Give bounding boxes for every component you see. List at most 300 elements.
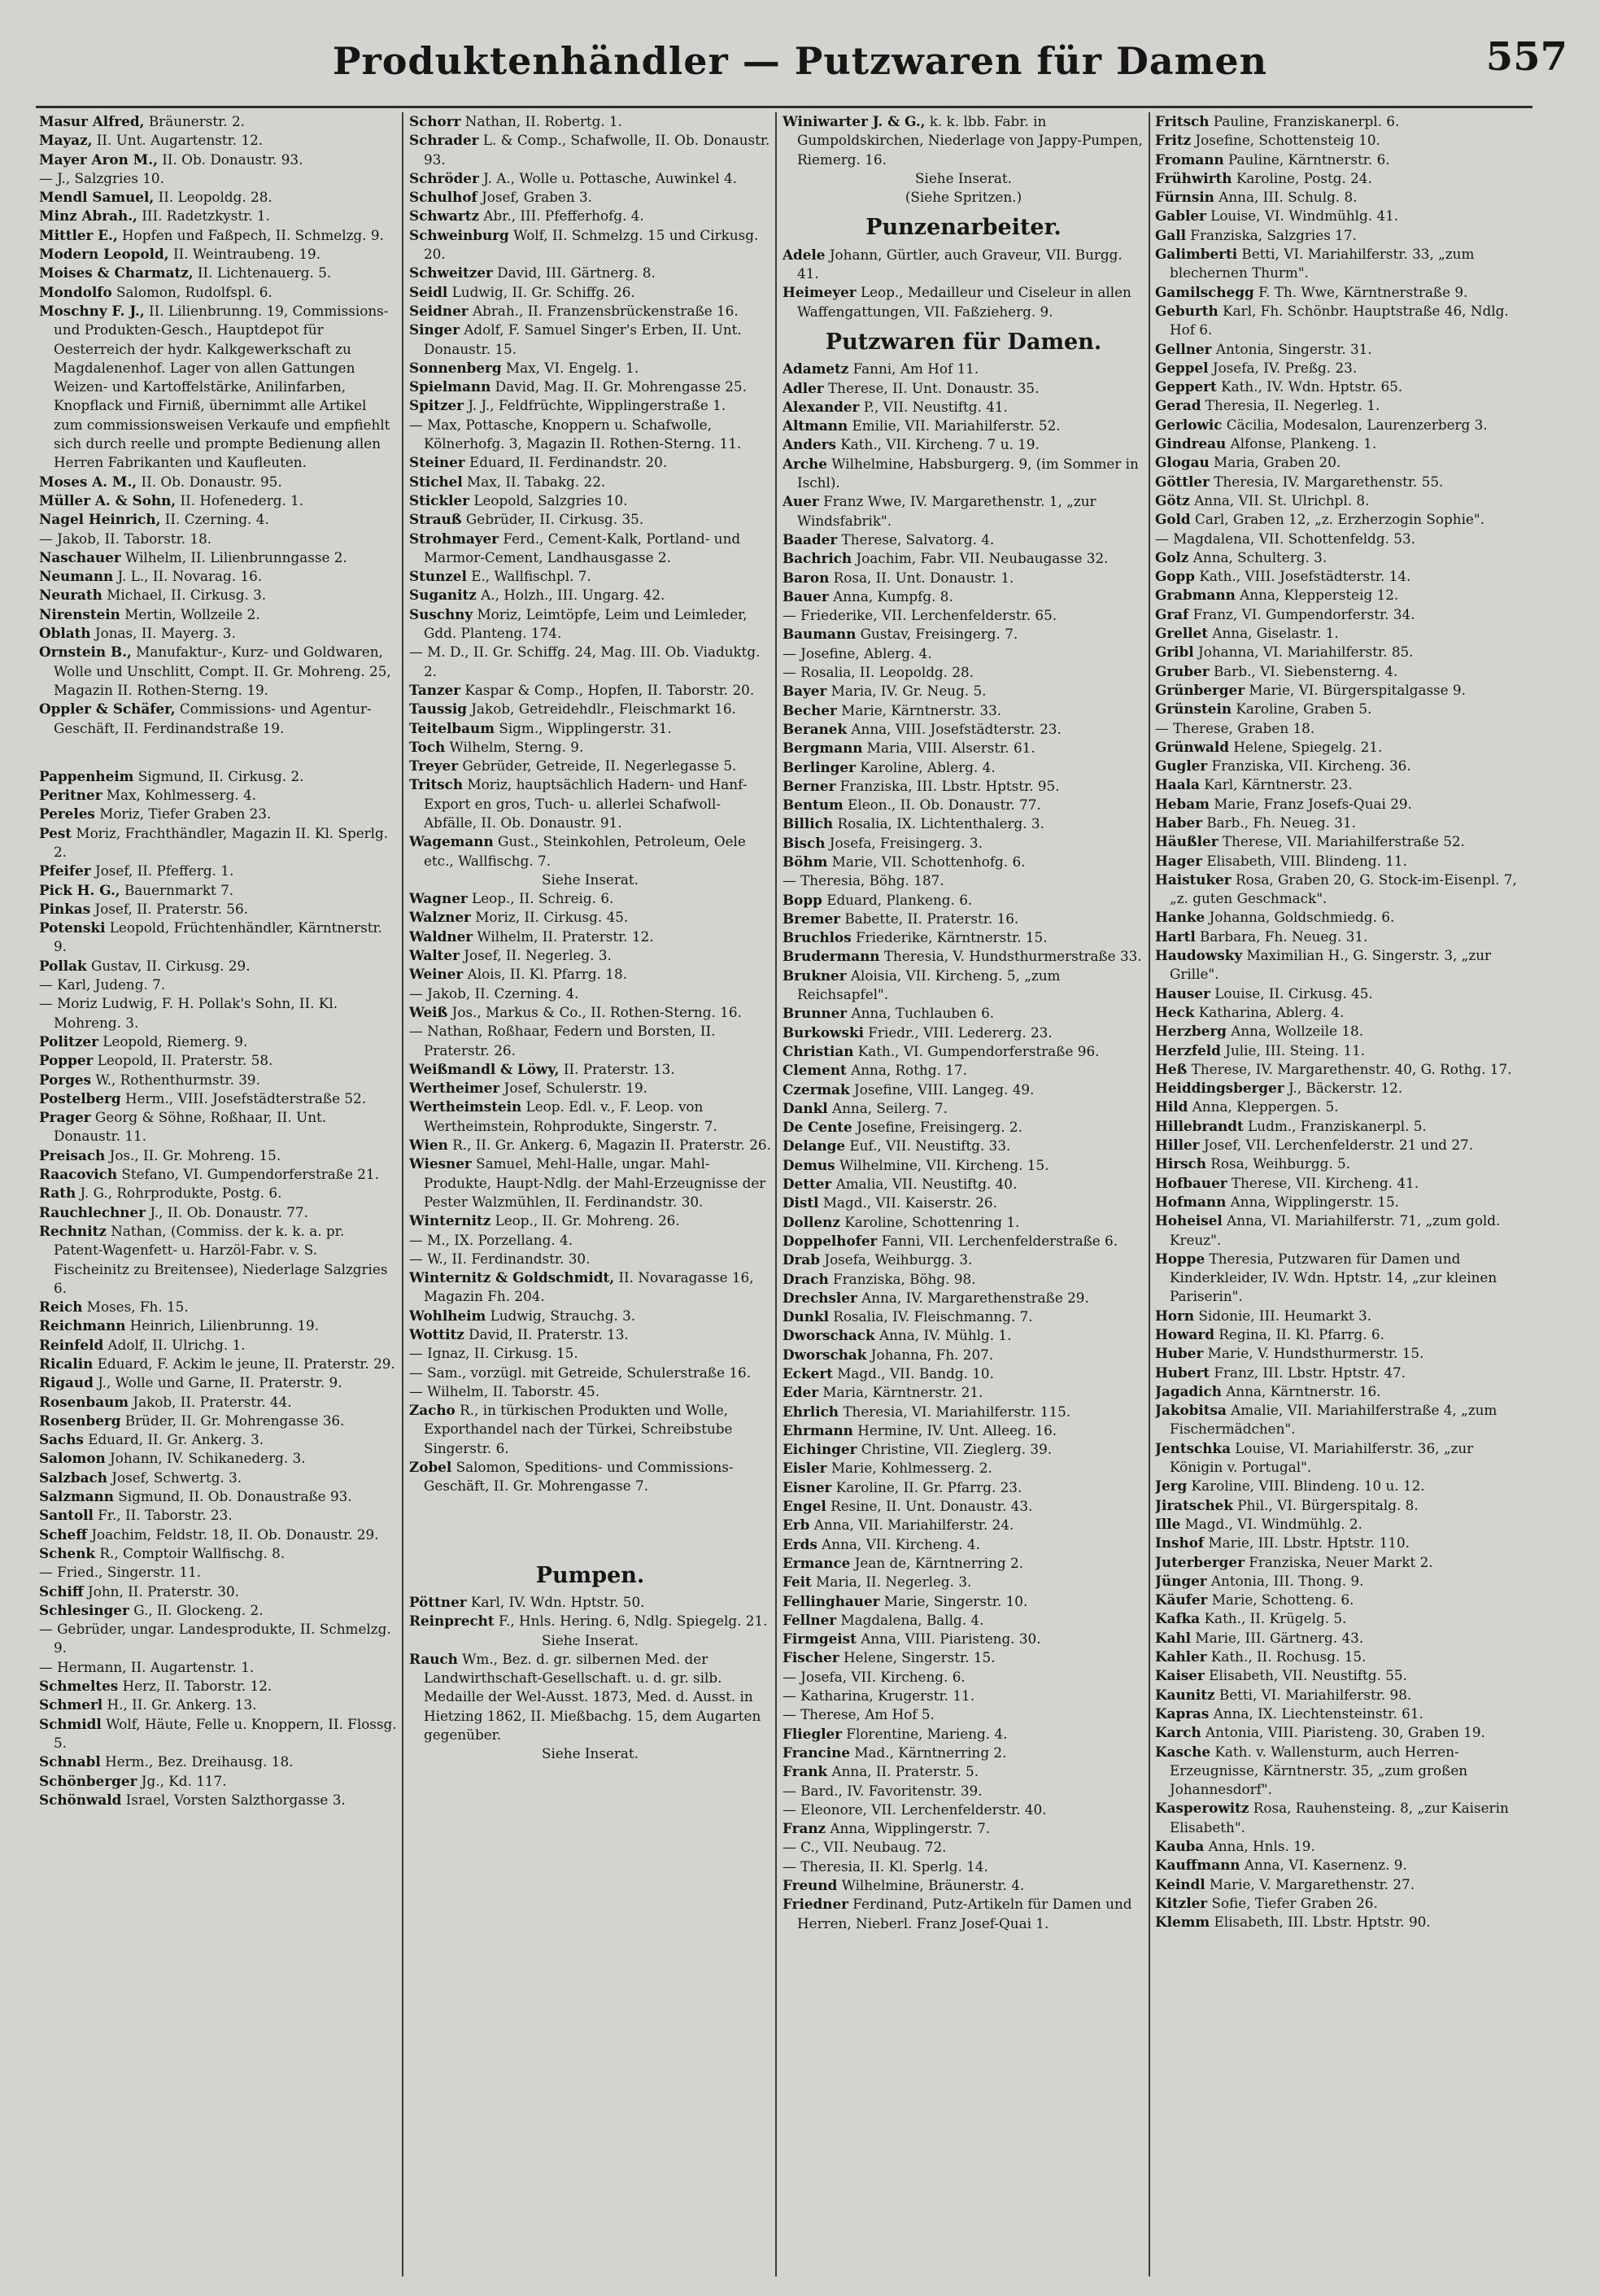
entry-details: Karl, Fh. Schönbr. Hauptstraße 46, Ndlg. Hof 6.	[1170, 302, 1509, 338]
entry-details: — Therese, Am Hof 5.	[783, 1706, 935, 1723]
entry-details: Salomon, Rudolfspl. 6.	[111, 283, 272, 300]
column-2	[409, 112, 771, 2276]
directory-entry	[409, 643, 771, 681]
directory-entry	[1155, 1723, 1521, 1742]
directory-entry	[39, 302, 397, 473]
entry-name: Rath	[39, 1185, 76, 1202]
entry-name: Schweinburg	[409, 226, 509, 243]
directory-entry	[783, 1497, 1144, 1516]
entry-details: — Gebrüder, ungar. Landesprodukte, II. Schmelzg. 9.	[39, 1621, 391, 1657]
entry-name: Karch	[1155, 1724, 1201, 1741]
directory-entry	[409, 453, 771, 472]
directory-entry	[783, 1232, 1144, 1251]
directory-entry	[409, 757, 771, 775]
directory-entry	[409, 1003, 771, 1022]
entry-details: II. Ob. Donaustr. 95.	[137, 473, 282, 490]
directory-entry	[783, 1648, 1144, 1667]
entry-details: Theresia, Putzwaren für Damen und Kinderkleider, IV. Wdn. Hptstr. 14, „zur kleinen Pariserin".	[1170, 1250, 1498, 1305]
entry-details: Anna, VI. Mariahilferstr. 71, „zum gold. Kreuz".	[1170, 1212, 1501, 1248]
entry-details: Therese, II. Unt. Donaustr. 35.	[823, 379, 1040, 396]
column-3	[783, 112, 1144, 2276]
directory-entry	[39, 1051, 397, 1070]
entry-name: Seidl	[409, 283, 448, 300]
directory-entry	[409, 510, 771, 529]
entry-details: J. G., Rohrprodukte, Postg. 6.	[76, 1185, 282, 1202]
entry-name: Dunkl	[783, 1308, 829, 1325]
entry-name: Suganitz	[409, 587, 477, 604]
directory-entry	[39, 491, 397, 510]
entry-name: Schlesinger	[39, 1601, 129, 1618]
directory-entry	[1155, 1477, 1521, 1495]
directory-entry	[1155, 1705, 1521, 1723]
entry-details: Karoline, Schottenring 1.	[839, 1213, 1020, 1230]
directory-entry	[783, 1611, 1144, 1630]
entry-name: De Cente	[783, 1119, 852, 1136]
entry-details: Marie, VII. Schottenhofg. 6.	[827, 853, 1026, 870]
entry-details: — J., Salzgries 10.	[39, 169, 164, 186]
entry-details: Anna, Kleppergen. 5.	[1188, 1098, 1339, 1115]
directory-entry	[783, 283, 1144, 321]
entry-name: Wertheimstein	[409, 1098, 522, 1115]
entry-name: Clement	[783, 1062, 847, 1079]
entry-name: Wottitz	[409, 1326, 464, 1342]
entry-details: Eduard, Plankeng. 6.	[822, 891, 973, 908]
entry-details: — Wilhelm, II. Taborstr. 45.	[409, 1382, 600, 1399]
directory-entry	[783, 1004, 1144, 1023]
entry-details: Marie, V. Margarethenstr. 27.	[1205, 1875, 1415, 1892]
entry-details: Sigmund, II. Ob. Donaustraße 93.	[113, 1488, 352, 1505]
entry-name: Jerg	[1155, 1478, 1188, 1495]
entry-name: Jagadich	[1155, 1382, 1222, 1399]
entry-name: Franz	[783, 1820, 826, 1837]
entry-name: Politzer	[39, 1032, 98, 1050]
entry-details: Antonia, VIII. Piaristeng. 30, Graben 19.	[1201, 1724, 1485, 1741]
directory-entry	[39, 1753, 397, 1771]
directory-entry	[39, 1316, 397, 1335]
entry-details: Bauernmarkt 7.	[120, 881, 234, 898]
entry-details: — Nathan, Roßhaar, Federn und Borsten, II. Praterstr. 26.	[409, 1023, 716, 1059]
directory-entry	[39, 1544, 397, 1563]
entry-name: Jiratschek	[1155, 1496, 1233, 1513]
entry-details: Anna, Hnls. 19.	[1204, 1838, 1315, 1855]
directory-entry	[783, 1459, 1144, 1478]
entry-name: Heiddingsberger	[1155, 1080, 1284, 1097]
entry-name: Adametz	[783, 360, 849, 378]
entry-details: Anna, Tuchlauben 6.	[847, 1005, 995, 1022]
directory-entry	[409, 775, 771, 832]
entry-details: — Ignaz, II. Cirkusg. 15.	[409, 1345, 578, 1362]
directory-entry	[39, 1506, 397, 1525]
entry-details: Leop., II. Schreig. 6.	[467, 890, 614, 907]
directory-entry	[783, 1346, 1144, 1364]
directory-entry	[783, 701, 1144, 720]
entry-details: Babette, II. Praterstr. 16.	[839, 910, 1019, 927]
entry-details: Jakob, II. Praterstr. 44.	[129, 1393, 292, 1410]
column-divider	[1149, 112, 1150, 2276]
entry-details: — M., IX. Porzellang. 4.	[409, 1231, 573, 1248]
entry-details: Leopold, Früchtenhändler, Kärntnerstr. 9.	[54, 919, 383, 955]
entry-details: Wilhelmine, Bräunerstr. 4.	[837, 1877, 1025, 1894]
directory-entry	[409, 908, 771, 927]
entry-details: Ludwig, Strauchg. 3.	[486, 1307, 636, 1324]
directory-entry	[783, 871, 1144, 890]
entry-details: Adolf, II. Ulrichg. 1.	[103, 1336, 246, 1353]
directory-entry	[39, 1373, 397, 1392]
directory-entry	[1155, 1648, 1521, 1666]
entry-name: Reinprecht	[409, 1613, 495, 1630]
reference-note: Siehe Inserat.	[542, 871, 639, 888]
entry-name: Teitelbaum	[409, 719, 495, 736]
directory-entry	[409, 112, 771, 131]
entry-name: Burkowski	[783, 1024, 864, 1041]
entry-name: Hoppe	[1155, 1250, 1205, 1267]
entry-details: Marie, V. Hundsthurmerstr. 15.	[1203, 1345, 1424, 1362]
entry-name: Haistuker	[1155, 871, 1232, 888]
entry-name: Reinfeld	[39, 1336, 104, 1353]
directory-entry	[1155, 1856, 1521, 1875]
entry-details: Sidonie, III. Heumarkt 3.	[1194, 1307, 1372, 1324]
entry-name: Dankl	[783, 1099, 828, 1116]
entry-details: Theresia, VI. Mariahilferstr. 115.	[839, 1403, 1071, 1420]
entry-name: Drab	[783, 1251, 821, 1268]
entry-name: Bruchlos	[783, 929, 852, 946]
entry-name: Arche	[783, 455, 827, 472]
entry-details: Anna, VI. Kasernenz. 9.	[1240, 1857, 1407, 1874]
entry-name: Treyer	[409, 757, 459, 775]
directory-entry	[1155, 586, 1521, 605]
entry-name: Hager	[1155, 852, 1202, 869]
directory-entry	[409, 1364, 771, 1382]
directory-entry	[1155, 1837, 1521, 1856]
directory-entry	[409, 1079, 771, 1098]
entry-name: Gindreau	[1155, 435, 1227, 452]
directory-entry	[783, 625, 1144, 644]
directory-entry	[783, 1118, 1144, 1137]
entry-details: Wolf, Häute, Felle u. Knoppern, II. Flossg. 5.	[54, 1715, 397, 1751]
entry-name: Ehrlich	[783, 1403, 839, 1420]
directory-entry	[783, 1421, 1144, 1440]
entry-details: Kath., VI. Gumpendorferstraße 96.	[853, 1042, 1100, 1059]
entry-details: Ludwig, II. Gr. Schiffg. 26.	[447, 283, 635, 300]
directory-entry	[409, 1231, 771, 1250]
entry-details: Joachim, Feldstr. 18, II. Ob. Donaustr. 29.	[87, 1526, 379, 1543]
entry-details: Maria, II. Negerleg. 3.	[811, 1574, 972, 1591]
directory-entry	[783, 834, 1144, 853]
entry-name: Pappenheim	[39, 767, 134, 784]
entry-details: Mad., Kärntnerring 2.	[850, 1744, 1007, 1761]
entry-name: Gugler	[1155, 757, 1208, 775]
entry-name: Rigaud	[39, 1374, 94, 1391]
directory-entry	[783, 1516, 1144, 1534]
entry-details: Sigm., Wipplingerstr. 31.	[494, 719, 672, 736]
directory-entry	[409, 264, 771, 282]
entry-details: Therese, IV. Margarethenstr. 40, G. Rothg. 17.	[1187, 1060, 1512, 1077]
entry-name: Kitzler	[1155, 1894, 1208, 1911]
entry-name: Mayaz,	[39, 132, 93, 149]
entry-details: A., Holzh., III. Ungarg. 42.	[476, 587, 665, 604]
directory-entry	[39, 1772, 397, 1791]
entry-name: Schrader	[409, 132, 479, 149]
directory-entry	[1155, 605, 1521, 624]
directory-entry	[783, 379, 1144, 398]
entry-name: Kauffmann	[1155, 1857, 1240, 1874]
entry-name: Bisch	[783, 834, 826, 851]
entry-name: Mayer Aron M.,	[39, 151, 158, 168]
entry-details: Josef, II. Praterstr. 56.	[90, 900, 248, 917]
entry-name: Pinkas	[39, 900, 91, 917]
entry-details: Franziska, VII. Kircheng. 36.	[1207, 757, 1411, 775]
directory-entry	[783, 910, 1144, 928]
entry-name: Kahl	[1155, 1629, 1192, 1646]
section-heading: Punzenarbeiter.	[865, 215, 1062, 241]
entry-name: Bayer	[783, 683, 827, 700]
entry-details: R., Comptoir Wallfischg. 8.	[95, 1544, 286, 1561]
entry-details: Kath., IV. Wdn. Hptstr. 65.	[1216, 378, 1403, 395]
directory-entry	[409, 1650, 771, 1744]
entry-name: Bergmann	[783, 740, 863, 757]
directory-entry	[409, 889, 771, 908]
entry-name: Juterberger	[1155, 1553, 1245, 1570]
entry-details: Josef, Graben 3.	[477, 189, 592, 206]
entry-details: R., in türkischen Produkten und Wolle, Exporthandel nach der Türkei, Schreibstube Singerstr. 6.	[424, 1402, 733, 1456]
entry-details: Johann, Gürtler, auch Graveur, VII. Burgg. 41.	[797, 246, 1123, 282]
directory-entry	[1155, 681, 1521, 700]
directory-entry	[783, 455, 1144, 493]
directory-entry	[409, 169, 771, 188]
directory-entry	[783, 814, 1144, 833]
directory-entry	[409, 1344, 771, 1363]
entry-name: Golz	[1155, 548, 1189, 565]
entry-name: Weiner	[409, 966, 464, 983]
directory-entry	[1155, 302, 1521, 340]
entry-details: Florentine, Marieng. 4.	[841, 1725, 1008, 1742]
entry-details: Euf., VII. Neustiftg. 33.	[845, 1137, 1011, 1155]
directory-entry	[783, 1687, 1144, 1705]
entry-name: Bopp	[783, 891, 822, 908]
entry-name: Howard	[1155, 1326, 1214, 1342]
entry-name: Ehrmann	[783, 1421, 853, 1438]
entry-name: Gabler	[1155, 207, 1206, 225]
entry-details: — Hermann, II. Augartenstr. 1.	[39, 1658, 255, 1675]
entry-details: Wilhelmine, Habsburgerg. 9, (im Sommer in Ischl).	[797, 455, 1139, 491]
directory-entry	[409, 832, 771, 871]
entry-details: Franz, VI. Gumpendorferstr. 34.	[1188, 605, 1415, 622]
directory-entry	[783, 1744, 1144, 1762]
entry-details: Kath. v. Wallensturm, auch Herren-Erzeugnisse, Kärntnerstr. 35, „zum großen Johannesdorf".	[1170, 1743, 1468, 1798]
directory-entry	[783, 492, 1144, 530]
entry-name: Gold	[1155, 511, 1191, 528]
directory-entry	[409, 984, 771, 1003]
entry-name: Auer	[783, 493, 819, 510]
entry-details: Anna, II. Praterstr. 5.	[827, 1763, 979, 1780]
entry-name: Hartl	[1155, 928, 1196, 945]
entry-name: Schönwald	[39, 1791, 122, 1808]
entry-name: Schwartz	[409, 207, 479, 225]
entry-name: Postelberg	[39, 1089, 121, 1107]
entry-details: Bräunerstr. 2.	[144, 113, 245, 129]
entry-name: Gerlowic	[1155, 416, 1223, 433]
entry-name: Peritner	[39, 787, 102, 804]
entry-name: Singer	[409, 321, 460, 338]
entry-name: Jünger	[1155, 1572, 1207, 1589]
directory-entry	[39, 900, 397, 919]
directory-entry	[409, 530, 771, 568]
entry-name: Jakobitsa	[1155, 1402, 1227, 1419]
entry-name: Moses A. M.,	[39, 473, 137, 490]
entry-details: Nathan, (Commiss. der k. k. a. pr. Patent-Wagenfett- u. Harzöl-Fabr. v. S. Fischeinitz zu Breitensee), Niederlage Salzgries 6.	[54, 1222, 388, 1296]
directory-entry	[783, 435, 1144, 454]
entry-details: Betti, VI. Mariahilferstr. 33, „zum blechernen Thurm".	[1170, 246, 1475, 282]
entry-details: Marie, Franz Josefs-Quai 29.	[1209, 795, 1412, 812]
directory-entry	[39, 112, 397, 131]
entry-details: Anna, Wipplingerstr. 15.	[1226, 1193, 1399, 1210]
entry-details: Phil., VI. Bürgerspitalg. 8.	[1232, 1496, 1419, 1513]
directory-entry	[1155, 1629, 1521, 1648]
entry-name: Stunzel	[409, 568, 467, 585]
directory-entry	[1155, 1382, 1521, 1401]
directory-entry	[39, 1715, 397, 1753]
entry-name: Kafka	[1155, 1610, 1201, 1627]
directory-entry	[409, 1155, 771, 1211]
directory-entry	[1155, 1572, 1521, 1591]
directory-entry	[1155, 530, 1521, 548]
entry-details: — Friederike, VII. Lerchenfelderstr. 65.	[783, 607, 1057, 624]
directory-entry	[39, 1412, 397, 1430]
entry-details: Kaspar & Comp., Hopfen, II. Taborstr. 20.	[460, 681, 755, 698]
entry-name: Gall	[1155, 226, 1186, 243]
entry-details: Anna, IV. Mühlg. 1.	[874, 1327, 1012, 1344]
entry-name: Engel	[783, 1498, 826, 1515]
entry-details: H., II. Gr. Ankerg. 13.	[102, 1696, 257, 1713]
entry-details: Alfonse, Plankeng. 1.	[1226, 435, 1377, 452]
entry-name: Schnabl	[39, 1753, 101, 1770]
entry-name: Heck	[1155, 1003, 1195, 1020]
entry-name: Wagner	[409, 890, 468, 907]
entry-name: Rechnitz	[39, 1222, 107, 1239]
entry-name: Spielmann	[409, 378, 491, 395]
directory-entry	[409, 1060, 771, 1079]
directory-entry	[39, 1658, 397, 1677]
directory-entry	[39, 510, 397, 529]
directory-entry	[39, 1355, 397, 1373]
entry-details: Jos., II. Gr. Mohreng. 15.	[105, 1146, 281, 1163]
section-gap	[409, 1526, 771, 1555]
directory-entry	[409, 207, 771, 225]
entry-details: Wm., Bez. d. gr. silbernen Med. der Landwirthschaft-Gesellschaft. u. d. gr. silb. Medaille der Wel-Ausst. 1873, Med. d. Ausst. in Hietzing 1862, II. Mießbachg. 15, dem Augarten gegenüber.	[424, 1650, 761, 1744]
directory-entry	[783, 758, 1144, 777]
directory-entry	[409, 738, 771, 757]
entry-name: Horn	[1155, 1307, 1195, 1324]
directory-entry	[1155, 1364, 1521, 1382]
entry-name: Grabmann	[1155, 587, 1236, 604]
entry-details: — Karl, Judeng. 7.	[39, 976, 166, 993]
entry-name: Müller A. & Sohn,	[39, 491, 177, 509]
entry-details: Hopfen und Faßpech, II. Schmelzg. 9.	[117, 226, 384, 243]
directory-entry	[1155, 1211, 1521, 1250]
entry-name: Prager	[39, 1109, 91, 1126]
entry-name: Mendl Samuel,	[39, 189, 155, 206]
directory-entry	[1155, 548, 1521, 567]
directory-entry	[1155, 1609, 1521, 1628]
column-4	[1155, 112, 1521, 2276]
entry-details: Josef, Schulerstr. 19.	[499, 1080, 647, 1097]
entry-name: Hauser	[1155, 984, 1210, 1002]
directory-entry	[783, 398, 1144, 417]
entry-details: Johanna, Fh. 207.	[866, 1346, 994, 1363]
directory-entry	[783, 1251, 1144, 1269]
entry-details: Karoline, VIII. Blindeng. 10 u. 12.	[1187, 1478, 1425, 1495]
reference-note: Siehe Inserat.	[542, 1745, 639, 1762]
entry-details: Anna, Kleppersteig 12.	[1235, 587, 1399, 604]
directory-entry	[783, 1592, 1144, 1611]
directory-entry	[39, 643, 397, 700]
entry-name: Kasche	[1155, 1743, 1211, 1760]
entry-details: Moses, Fh. 15.	[82, 1299, 189, 1316]
directory-entry	[783, 1403, 1144, 1421]
entry-details: II. Leopoldg. 28.	[154, 189, 272, 206]
directory-entry	[783, 1819, 1144, 1838]
directory-entry	[39, 919, 397, 957]
entry-name: Schenk	[39, 1544, 96, 1561]
entry-name: Waldner	[409, 928, 473, 945]
directory-entry	[39, 881, 397, 900]
directory-entry	[409, 1250, 771, 1268]
directory-entry	[39, 264, 397, 282]
entry-details: Marie, Kärntnerstr. 33.	[836, 701, 1002, 718]
entry-details: Karoline, Postg. 24.	[1232, 169, 1372, 186]
entry-details: Emilie, VII. Mariahilferstr. 52.	[848, 417, 1061, 434]
entry-details: Kath., II. Krügelg. 5.	[1200, 1610, 1347, 1627]
entry-name: Sonnenberg	[409, 359, 502, 376]
directory-entry	[1155, 946, 1521, 984]
entry-name: Fritz	[1155, 132, 1192, 149]
directory-entry	[1155, 1022, 1521, 1041]
entry-name: Hiller	[1155, 1137, 1200, 1154]
entry-details: David, II. Praterstr. 13.	[464, 1326, 629, 1342]
directory-entry	[1155, 1553, 1521, 1572]
entry-details: Anna, Seilerg. 7.	[827, 1099, 948, 1116]
directory-entry	[409, 491, 771, 510]
directory-entry	[409, 131, 771, 169]
column-divider	[775, 112, 777, 2276]
entry-name: Hofmann	[1155, 1193, 1227, 1210]
entry-name: Gerad	[1155, 397, 1201, 414]
entry-name: Walzner	[409, 909, 471, 926]
entry-details: Marie, VI. Bürgerspitalgasse 9.	[1245, 681, 1466, 698]
entry-name: Pfeifer	[39, 862, 91, 880]
entry-name: Gruber	[1155, 662, 1210, 679]
directory-entry	[1155, 359, 1521, 378]
directory-entry	[39, 1601, 397, 1620]
directory-entry	[409, 378, 771, 396]
column-1	[39, 112, 397, 2276]
directory-entry	[1155, 908, 1521, 927]
directory-entry	[1155, 1307, 1521, 1325]
entry-details: Josef, II. Negerleg. 3.	[459, 947, 612, 964]
entry-details: Josefine, Freisingerg. 2.	[852, 1119, 1022, 1136]
directory-entry	[783, 1857, 1144, 1876]
entry-details: Leopold, Salzgries 10.	[469, 491, 628, 509]
directory-entry	[39, 805, 397, 823]
entry-name: Hild	[1155, 1098, 1188, 1115]
directory-entry	[783, 1895, 1144, 1933]
directory-entry	[1155, 662, 1521, 681]
directory-entry	[39, 151, 397, 169]
entry-details: Rosalia, IX. Lichtenthalerg. 3.	[833, 815, 1044, 832]
entry-details: Rosalia, IV. Fleischmanng. 7.	[828, 1308, 1033, 1325]
entry-name: Gribl	[1155, 644, 1194, 661]
entry-name: Pest	[39, 824, 72, 841]
